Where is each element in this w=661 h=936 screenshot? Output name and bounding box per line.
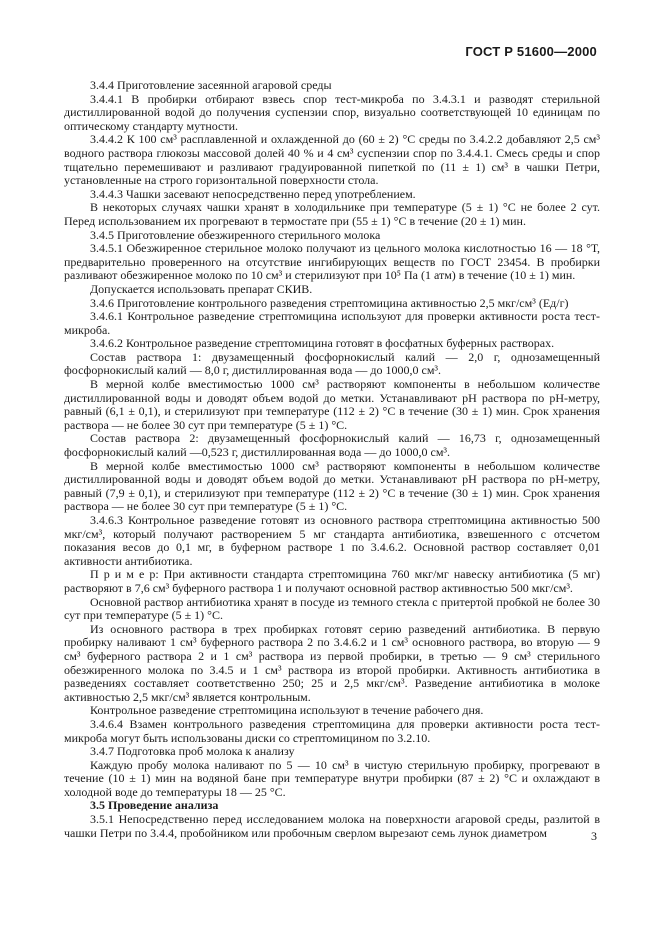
page-number: 3	[591, 829, 597, 843]
paragraph: Основной раствор антибиотика хранят в посуде из темного стекла с притертой пробкой не более 30 сут при температуре (5 ± 1) °С.	[64, 594, 600, 623]
paragraph: В мерной колбе вместимостью 1000 см³ растворяют компоненты в небольшом количестве дистиллированной воды и доводят объем водой до метки. Устанавливают pH раствора по pH-метру, равный (7,9 ± 0,1), и стерилизуют при температуре (112 ± 2) °С в течение (30 ± 1) мин. Срок хранения раствора — не более 30 сут при температуре (5 ± 1) °С.	[64, 458, 600, 514]
paragraph: П р и м е р: При активности стандарта стрептомицина 760 мкг/мг навеску антибиотика (5 мг) растворяют в 7,6 см³ буферного раствора 1 и получают основной раствор активностью 500 мкг/см³.	[64, 567, 600, 595]
section-heading: 3.5 Проведение анализа	[90, 798, 219, 813]
paragraph: Состав раствора 1: двузамещенный фосфорнокислый калий — 2,0 г, однозамещенный фосфорнокислый калий — 8,0 г, дистиллированная вода — до 1000,0 см³.	[64, 349, 600, 378]
document-header: ГОСТ Р 51600—2000	[465, 44, 597, 59]
paragraph: Каждую пробу молока наливают по 5 — 10 см³ в чистую стерильную пробирку, прогревают в течение (10 ± 1) мин на водяной бане при температуре внутри пробирки (87 ± 2) °С и охлаждают в холодной воде до температуры 18 — 25 °С.	[64, 757, 600, 799]
paragraph: 3.4.5 Приготовление обезжиренного стерильного молока	[90, 227, 381, 242]
paragraph: В некоторых случаях чашки хранят в холодильнике при температуре (5 ± 1) °С не более 2 сут. Перед использованием их прогревают в термостате при (55 ± 1) °С в течение (20 ± 1) мин.	[64, 200, 600, 228]
paragraph: 3.4.7 Подготовка проб молока к анализу	[90, 744, 295, 759]
paragraph: 3.4.4 Приготовление засеянной агаровой среды	[90, 78, 332, 92]
paragraph: 3.4.6.2 Контрольное разведение стрептомицина готовят в фосфатных буферных растворах.	[90, 336, 555, 351]
paragraph: Допускается использовать препарат СКИВ.	[90, 281, 313, 296]
paragraph: 3.4.4.2 К 100 см³ расплавленной и охлажденной до (60 ± 2) °С среды по 3.4.2.2 добавляют 2,5 см³ водного раствора глюкозы массовой долей 40 % и 4 см³ суспензии спор по 3.4.4.1. Смесь среды и спор тщательно перемешивают и разливают градуированной пипеткой по (11 ± 1) см³ в чашки Петри, установленные на строго горизонтальной поверхности стола.	[64, 132, 600, 188]
paragraph: Контрольное разведение стрептомицина используют в течение рабочего дня.	[90, 703, 484, 718]
paragraph: Из основного раствора в трех пробирках готовят серию разведений антибиотика. В первую пробирку наливают 1 см³ буферного раствора 2 по 3.4.6.2 и 1 см³ основного раствора, во вторую — 9 см³ буферного раствора 2 и 1 см³ раствора из первой пробирки, в третью — 9 см³ стерильного обезжиренного молока по 3.4.5 и 1 см³ раствора из второй пробирки. Активность антибиотика в разведениях составляет соответственно 250; 25 и 2,5 мкг/см³. Разведение антибиотика в молоке активностью 2,5 мкг/см³ является контрольным.	[64, 621, 600, 704]
paragraph: 3.4.6 Приготовление контрольного разведения стрептомицина активностью 2,5 мкг/см³ (Ед/г)	[90, 295, 569, 310]
paragraph: 3.4.6.1 Контрольное разведение стрептомицина используют для проверки активности роста тест-микроба.	[64, 309, 600, 337]
paragraph: 3.4.5.1 Обезжиренное стерильное молоко получают из цельного молока кислотностью 16 — 18 °Т, предварительно проверенного на отсутствие ингибирующих веществ по ГОСТ 23454. В пробирки разливают обезжиренное молоко по 10 см³ и стерилизуют при 10⁵ Па (1 атм) в течение (10 ± 1) мин.	[64, 241, 600, 283]
paragraph: 3.4.4.1 В пробирки отбирают взвесь спор тест-микроба по 3.4.3.1 и разводят стерильной дистиллированной водой до получения суспензии спор, визуально соответствующей 10 единицам по оптическому стандарту мутности.	[64, 91, 600, 133]
paragraph: Состав раствора 2: двузамещенный фосфорнокислый калий — 16,73 г, однозамещенный фосфорнокислый калий —0,523 г, дистиллированная вода — до 1000,0 см³.	[64, 431, 600, 460]
paragraph: 3.4.4.3 Чашки засевают непосредственно перед употреблением.	[90, 186, 416, 201]
paragraph: 3.4.6.3 Контрольное разведение готовят из основного раствора стрептомицина активностью 500 мкг/см³, который получают растворением 5 мг стандарта антибиотика, взвешенного с отсчетом показания весов до 0,1 мг, в буферном растворе 1 по 3.4.6.2. Основной раствор составляет 0,01 активности антибиотика.	[64, 513, 600, 568]
paragraph: 3.4.6.4 Взамен контрольного разведения стрептомицина для проверки активности роста тест-микроба могут быть использованы диски со стрептомицином по 3.2.10.	[64, 716, 600, 745]
paragraph: 3.5.1 Непосредственно перед исследованием молока на поверхности агаровой среды, разлитой в чашки Петри по 3.4.4, пробойником или пробочным сверлом вырезают семь лунок диаметром	[64, 812, 600, 840]
document-body	[64, 79, 600, 840]
paragraph: В мерной колбе вместимостью 1000 см³ растворяют компоненты в небольшом количестве дистиллированной воды и доводят объем водой до метки. Устанавливают pH раствора по pH-метру, равный (6,1 ± 0,1), и стерилизуют при температуре (112 ± 2) °С в течение (30 ± 1) мин. Срок хранения раствора — не более 30 сут при температуре (5 ± 1) °С.	[64, 377, 600, 432]
